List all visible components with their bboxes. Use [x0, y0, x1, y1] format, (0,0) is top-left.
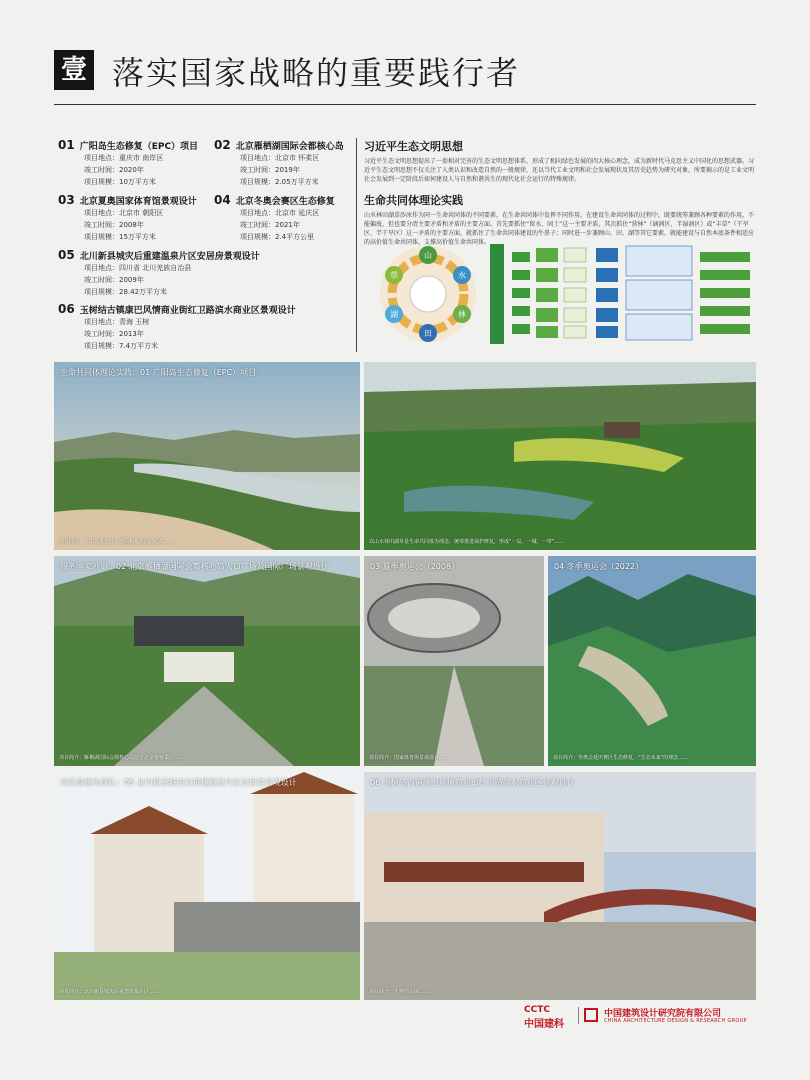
photo-title: 生命共同体理论实践：01 广阳岛生态修复（EPC）项目	[60, 368, 257, 377]
ring-label-2: 林	[458, 310, 466, 319]
project-number: 01	[58, 138, 75, 152]
project-location: 项目地点：北京市 延庆区	[240, 209, 320, 217]
project-completed: 竣工时间：2019年	[240, 166, 300, 174]
project-name: 北京雁栖湖国际会都核心岛	[235, 142, 344, 152]
ring-label-3: 田	[424, 329, 432, 338]
page-header	[54, 44, 754, 104]
project-scale: 项目规模：15万平方米	[84, 233, 156, 241]
project-01	[58, 138, 198, 188]
project-location: 项目地点：北京市 怀柔区	[240, 154, 320, 162]
ring-label-1: 水	[458, 271, 466, 280]
photo-note: 项目简介：北川新县城灾后重建温泉片区……	[59, 989, 160, 995]
project-completed: 竣工时间：2008年	[84, 221, 144, 229]
header-divider	[54, 104, 756, 105]
project-name: 北京冬奥会赛区生态修复	[235, 197, 335, 207]
project-location: 项目地点：四川省 北川羌族自治县	[84, 264, 192, 272]
project-number: 03	[58, 193, 75, 207]
photo-wetland-terraces	[364, 362, 756, 550]
project-04	[214, 193, 335, 243]
project-05	[58, 248, 260, 298]
photo-birds-nest	[364, 556, 544, 766]
project-number: 05	[58, 248, 75, 262]
section-badge: 壹	[54, 50, 94, 90]
column-divider	[356, 138, 357, 352]
project-location: 项目地点：北京市 朝阳区	[84, 209, 164, 217]
photo-note: 项目简介：玉树结古镇……	[369, 989, 430, 995]
ring-label-4: 湖	[390, 310, 398, 319]
photo-title: 04 冬季奥运会（2022）	[554, 562, 644, 571]
project-completed: 竣工时间：2009年	[84, 276, 144, 284]
photo-note: 项目简介：冬奥会延庆赛区生态修复，“生态未来”的理念……	[553, 755, 689, 761]
theory-title-2: 生命共同体理论实践	[364, 194, 463, 207]
photo-title: 服务国家外事：02 北京雁栖湖国际会都核心岛人口广场及国际广场景观设计	[60, 562, 329, 571]
cadg-name: 中国建筑设计研究院有限公司	[604, 1009, 722, 1019]
project-name: 玉树结古镇康巴风情商业街红卫路滨水商业区景观设计	[79, 306, 296, 316]
photo-guangyang-island	[54, 362, 360, 550]
ring-label-0: 山	[424, 251, 432, 260]
project-02	[214, 138, 344, 188]
photo-note: 以山水林田湖草是生命共同体为理念，统筹推进保护修复，形成“一岛、一城、一带”……	[369, 539, 565, 545]
project-03	[58, 193, 197, 243]
project-number: 04	[214, 193, 231, 207]
footer-logos	[524, 1005, 756, 1030]
theory-body-1: 习近平生态文明思想提出了一套相对完善的生态文明思想体系，形成了相向绿色发展的四大核心理念，成为新时代马克思主义中国化的思想武器。习近平生态文明思想不仅关注了人类认识和改造自然的一般规律，还以当代工业文明和社会发展现状及其历史趋势为研究对象，所要揭示的是工业文明社会发展到一定阶段后如何建设人与自然和谐共生的现代化社会运行的特殊规律。	[364, 158, 755, 183]
photo-yanqi-lake	[54, 556, 360, 766]
photo-note: 项目简介：国家体育场景观设计……	[369, 755, 450, 761]
ring-label-5: 草	[390, 271, 398, 280]
theory-section	[364, 138, 756, 247]
project-completed: 竣工时间：2013年	[84, 330, 144, 338]
cctc-logo: CCTC	[524, 1005, 550, 1015]
project-location: 项目地点：重庆市 南岸区	[84, 154, 164, 162]
photo-winter-olympics	[548, 556, 756, 766]
photo-title: 03 夏季奥运会（2008）	[370, 562, 460, 571]
photo-yushu-street	[364, 772, 756, 1000]
project-scale: 项目规模：2.4平方公里	[240, 233, 315, 241]
theory-title-1: 习近平生态文明思想	[364, 140, 463, 153]
theory-body-2: 山水林田湖草沙冰作为同一生命共同体的不同要素，在生命共同体中发挥不同作用。在建设生命共同体的过程中，既要统筹兼顾各种要素的作用，不能偏废，但也要分清主要矛盾和矛盾的主要方面。首先要抓住“留水、固土”这一主要矛盾，其次抓住“营林”（涵润区、半湿润区）或“丰草”（干旱区、半干旱区）这一矛盾的主要方面，就抓住了生命共同体建设的牛鼻子；同时进一步兼顾山、田、湖等其它要素，就能建设与自然本底条件相适应的高价值生命共同体，支撑高价值生命共同体。	[364, 212, 755, 246]
project-completed: 竣工时间：2020年	[84, 166, 144, 174]
project-scale: 项目规模：2.05万平方米	[240, 178, 319, 186]
photo-note: 项目简介：广阳岛是长江上游面积最大的江心岛……	[59, 539, 175, 545]
cctc-name: 中国建科	[524, 1019, 564, 1030]
project-name: 北川新县城灾后重建温泉片区安居房景观设计	[79, 252, 260, 262]
logo-divider	[578, 1007, 579, 1024]
photo-note: 项目简介：雁栖湖国际会都核心岛位于北京市怀柔区……	[59, 755, 185, 761]
project-number: 06	[58, 302, 75, 316]
project-completed: 竣工时间：2021年	[240, 221, 300, 229]
project-06	[58, 302, 296, 352]
project-scale: 项目规模：28.42万平方米	[84, 288, 168, 296]
cadg-name-en: CHINA ARCHITECTURE DESIGN & RESEARCH GROUP	[604, 1018, 747, 1024]
page-title: 落实国家战略的重要践行者	[112, 54, 521, 92]
photo-beichuan-housing	[54, 772, 360, 1000]
project-scale: 项目规模：10万平方米	[84, 178, 156, 186]
project-name: 北京夏奥国家体育馆景观设计	[79, 197, 197, 207]
life-community-diagram	[364, 238, 756, 354]
project-number: 02	[214, 138, 231, 152]
project-location: 项目地点：青海 玉树	[84, 318, 150, 326]
project-scale: 项目规模：7.4万平方米	[84, 342, 159, 350]
project-name: 广阳岛生态修复（EPC）项目	[79, 142, 199, 152]
photo-title: 灾后重建先锋队：05 北川新县城灾后重建温泉片区安居房景观设计	[60, 778, 297, 787]
photo-title: 06 玉树结古镇康巴风情商业街红卫路滨水商业区景观设计	[370, 778, 575, 787]
cadg-logo-icon	[584, 1008, 598, 1022]
diagram-graphic	[364, 238, 756, 354]
